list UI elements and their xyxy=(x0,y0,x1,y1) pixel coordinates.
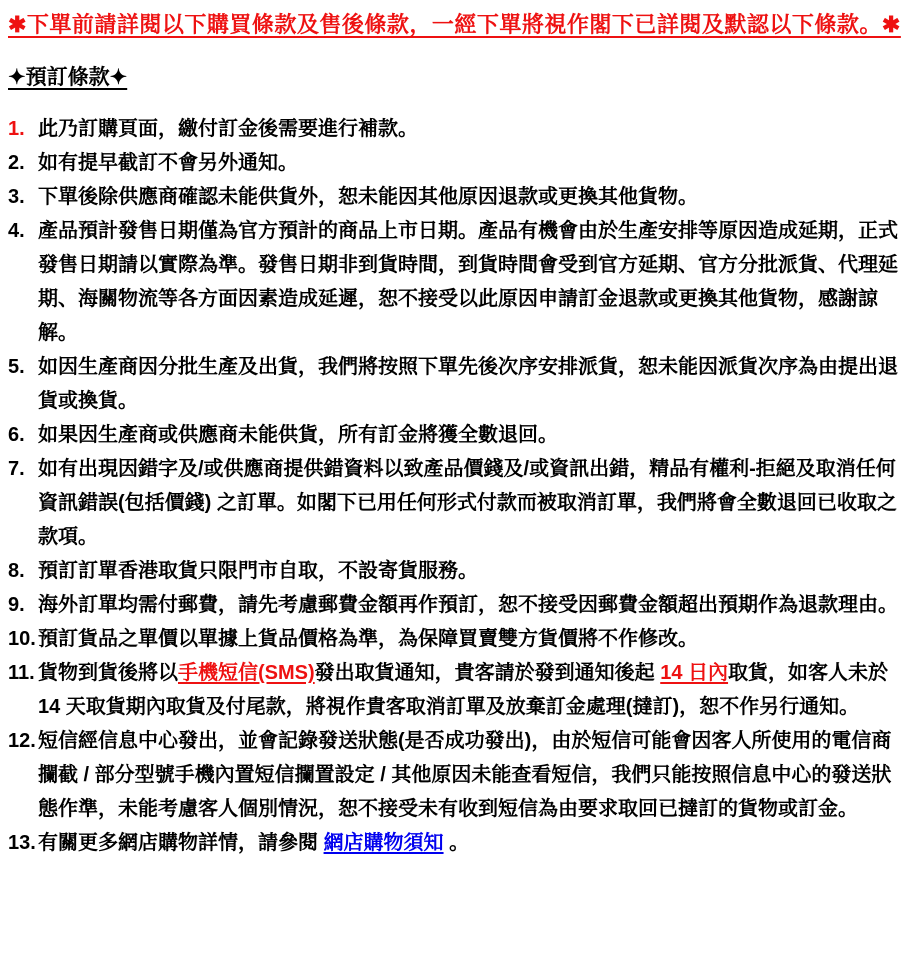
preorder-terms-heading: ✦預訂條款✦ xyxy=(8,66,128,89)
term-text: 如有出現因錯字及/或供應商提供錯資料以致產品價錢及/或資訊出錯，精品有權利-拒絕及取消任何資訊錯誤(包括價錢) 之訂單。如閣下已用任何形式付款而被取消訂單，我們將會全數退回已收取之款項。 xyxy=(38,458,897,548)
term-text: 發出取貨通知，貴客請於發到通知後起 xyxy=(314,662,661,684)
term-item-11 xyxy=(8,656,907,724)
term-text: 預訂貨品之單價以單據上貨品價格為準，為保障買賣雙方貨價將不作修改。 xyxy=(38,628,698,650)
term-text: 預訂訂單香港取貨只限門市自取，不設寄貨服務。 xyxy=(38,560,478,582)
term-number: 13. xyxy=(8,832,36,854)
term-number: 6. xyxy=(8,424,25,446)
term-text: 海外訂單均需付郵費，請先考慮郵費金額再作預訂，恕不接受因郵費金額超出預期作為退款理由。 xyxy=(38,594,898,616)
term-text: 此乃訂購頁面，繳付訂金後需要進行補款。 xyxy=(38,118,418,140)
term-number: 5. xyxy=(8,356,25,378)
term-item-1 xyxy=(8,112,907,146)
term-text: 如有提早截訂不會另外通知。 xyxy=(38,152,298,174)
term-number: 12. xyxy=(8,730,36,752)
term-item-12 xyxy=(8,724,907,826)
term-text: 。 xyxy=(443,832,470,854)
terms-document xyxy=(0,10,913,860)
term-number: 10. xyxy=(8,628,36,650)
term-item-10 xyxy=(8,622,907,656)
term-text: 產品預計發售日期僅為官方預計的商品上市日期。產品有機會由於生產安排等原因造成延期，正式發售日期請以實際為準。發售日期非到貨時間，到貨時間會受到官方延期、官方分批派貨、代理延期、海關物流等各方面因素造成延遲，恕不接受以此原因申請訂金退款或更換其他貨物，感謝諒解。 xyxy=(38,220,898,344)
term-item-8 xyxy=(8,554,907,588)
term-text: 有關更多網店購物詳情，請參閱 xyxy=(38,832,324,854)
term-item-4 xyxy=(8,214,907,350)
term-text: 貨物到貨後將以 xyxy=(38,662,178,684)
term-number: 11. xyxy=(8,662,35,684)
term-item-5 xyxy=(8,350,907,418)
term-text: 14 日內 xyxy=(660,662,729,684)
term-item-7 xyxy=(8,452,907,554)
term-text: 手機短信(SMS) xyxy=(178,662,315,684)
term-item-9 xyxy=(8,588,907,622)
term-number: 7. xyxy=(8,458,25,480)
term-number: 1. xyxy=(8,118,25,140)
term-number: 4. xyxy=(8,220,25,242)
term-number: 2. xyxy=(8,152,25,174)
term-text: 如果因生產商或供應商未能供貨，所有訂金將獲全數退回。 xyxy=(38,424,558,446)
term-item-3 xyxy=(8,180,907,214)
purchase-notice-heading: ✱下單前請詳閱以下購買條款及售後條款，一經下單將視作閣下已詳閱及默認以下條款。✱ xyxy=(8,12,901,37)
term-number: 3. xyxy=(8,186,25,208)
store-shopping-guide-link[interactable]: 網店購物須知 xyxy=(323,832,444,854)
term-item-13 xyxy=(8,826,907,860)
term-text: 取貨，如客人未於 14 天取貨期內取貨及付尾款，將視作貴客取消訂單及放棄訂金處理(撻訂)，恕不作另行通知。 xyxy=(38,662,889,718)
terms-list xyxy=(8,112,907,860)
term-number: 9. xyxy=(8,594,25,616)
term-text: 短信經信息中心發出，並會記錄發送狀態(是否成功發出)，由於短信可能會因客人所使用的電信商攔截 / 部分型號手機內置短信攔置設定 / 其他原因未能查看短信，我們只能按照信息中心的發送狀態作準，未能考慮客人個別情況，恕不接受未有收到短信為由要求取回已撻訂的貨物或訂金。 xyxy=(38,730,892,820)
term-text: 如因生產商因分批生產及出貨，我們將按照下單先後次序安排派貨，恕未能因派貨次序為由提出退貨或換貨。 xyxy=(38,356,898,412)
term-number: 8. xyxy=(8,560,25,582)
term-text: 下單後除供應商確認未能供貨外，恕未能因其他原因退款或更換其他貨物。 xyxy=(38,186,698,208)
term-item-2 xyxy=(8,146,907,180)
term-item-6 xyxy=(8,418,907,452)
